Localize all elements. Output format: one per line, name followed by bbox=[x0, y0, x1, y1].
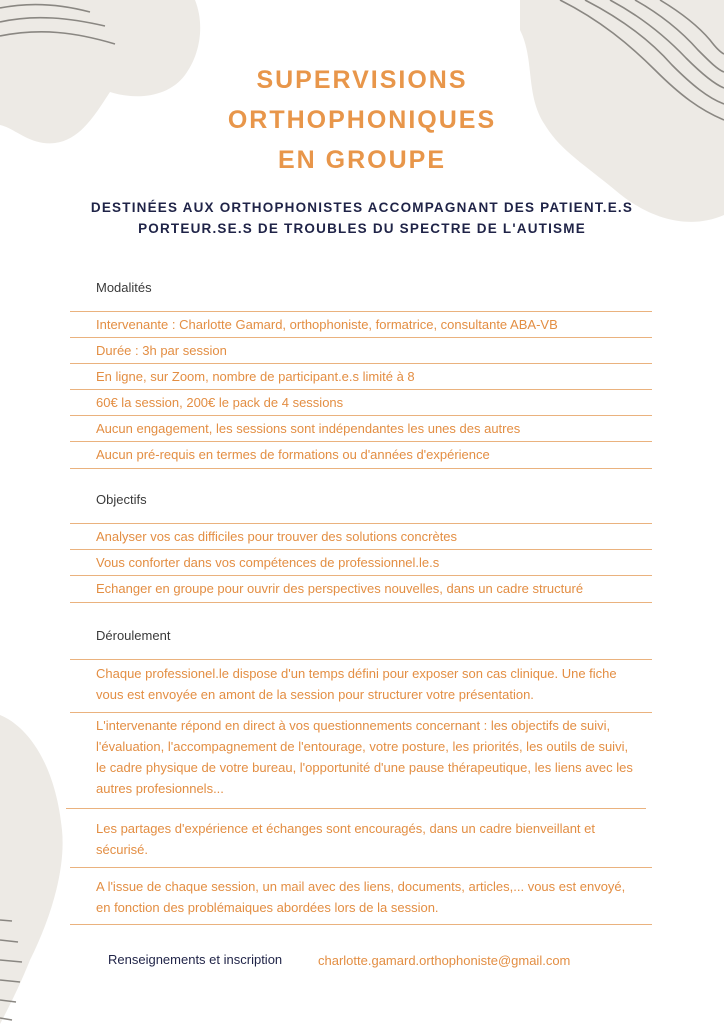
list-item-text: Aucun engagement, les sessions sont indépendantes les unes des autres bbox=[96, 421, 521, 436]
list-item-text: Intervenante : Charlotte Gamard, orthophoniste, formatrice, consultante ABA-VB bbox=[96, 317, 558, 332]
divider bbox=[70, 712, 652, 713]
contact-email-link[interactable]: charlotte.gamard.orthophoniste@gmail.com bbox=[318, 953, 571, 968]
section-heading-objectifs: Objectifs bbox=[96, 492, 147, 507]
list-item-text: Durée : 3h par session bbox=[96, 343, 227, 358]
list-item bbox=[70, 389, 652, 416]
list-item bbox=[70, 441, 652, 469]
list-item bbox=[70, 337, 652, 364]
contact-label: Renseignements et inscription bbox=[108, 952, 283, 967]
list-item bbox=[70, 415, 652, 442]
divider bbox=[70, 924, 652, 925]
deroulement-paragraph: A l'issue de chaque session, un mail avec des liens, documents, articles,... vous est envoyé, en fonction des problémaiques abordées lors de la session. bbox=[96, 879, 626, 915]
list-item-text: Vous conforter dans vos compétences de professionnel.le.s bbox=[96, 555, 440, 570]
subtitle-line-2: PORTEUR.SE.S DE TROUBLES DU SPECTRE DE L'AUTISME bbox=[138, 221, 586, 236]
deroulement-paragraph: Les partages d'expérience et échanges sont encouragés, dans un cadre bienveillant et sécurisé. bbox=[96, 821, 595, 857]
list-item bbox=[70, 575, 652, 603]
list-item bbox=[70, 549, 652, 576]
divider bbox=[66, 808, 646, 809]
list-item-text: Analyser vos cas difficiles pour trouver des solutions concrètes bbox=[96, 529, 458, 544]
page-title-line-3: EN GROUPE bbox=[277, 146, 447, 174]
list-item-text: Echanger en groupe pour ouvrir des perspectives nouvelles, dans un cadre structuré bbox=[96, 581, 584, 596]
list-item bbox=[70, 523, 652, 550]
divider bbox=[70, 867, 652, 868]
deroulement-paragraph: L'intervenante répond en direct à vos questionnements concernant : les objectifs de suivi, l'évaluation, l'accompagnement de l'entourage, votre posture, les priorités, les outils de suivi, le cadre physique de votre bureau, l'opportunité d'une pause thérapeutique, les liens avec les autres profesionnels... bbox=[96, 718, 633, 796]
section-heading-deroulement: Déroulement bbox=[96, 628, 171, 643]
list-item-text: Aucun pré-requis en termes de formations ou d'années d'expérience bbox=[96, 447, 490, 462]
divider bbox=[70, 659, 652, 660]
deroulement-paragraph: Chaque professionel.le dispose d'un temps défini pour exposer son cas clinique. Une fiche vous est envoyée en amont de la session pour structurer votre présentation. bbox=[96, 666, 617, 702]
section-heading-modalites: Modalités bbox=[96, 280, 152, 295]
list-item-text: 60€ la session, 200€ le pack de 4 sessions bbox=[96, 395, 344, 410]
list-item bbox=[70, 363, 652, 390]
page-title-line-1: SUPERVISIONS bbox=[256, 66, 468, 94]
list-item bbox=[70, 311, 652, 338]
list-item-text: En ligne, sur Zoom, nombre de participant.e.s limité à 8 bbox=[96, 369, 415, 384]
subtitle-line-1: DESTINÉES AUX ORTHOPHONISTES ACCOMPAGNANT DES PATIENT.E.S bbox=[90, 200, 634, 215]
page-title-line-2: ORTHOPHONIQUES bbox=[227, 106, 497, 134]
